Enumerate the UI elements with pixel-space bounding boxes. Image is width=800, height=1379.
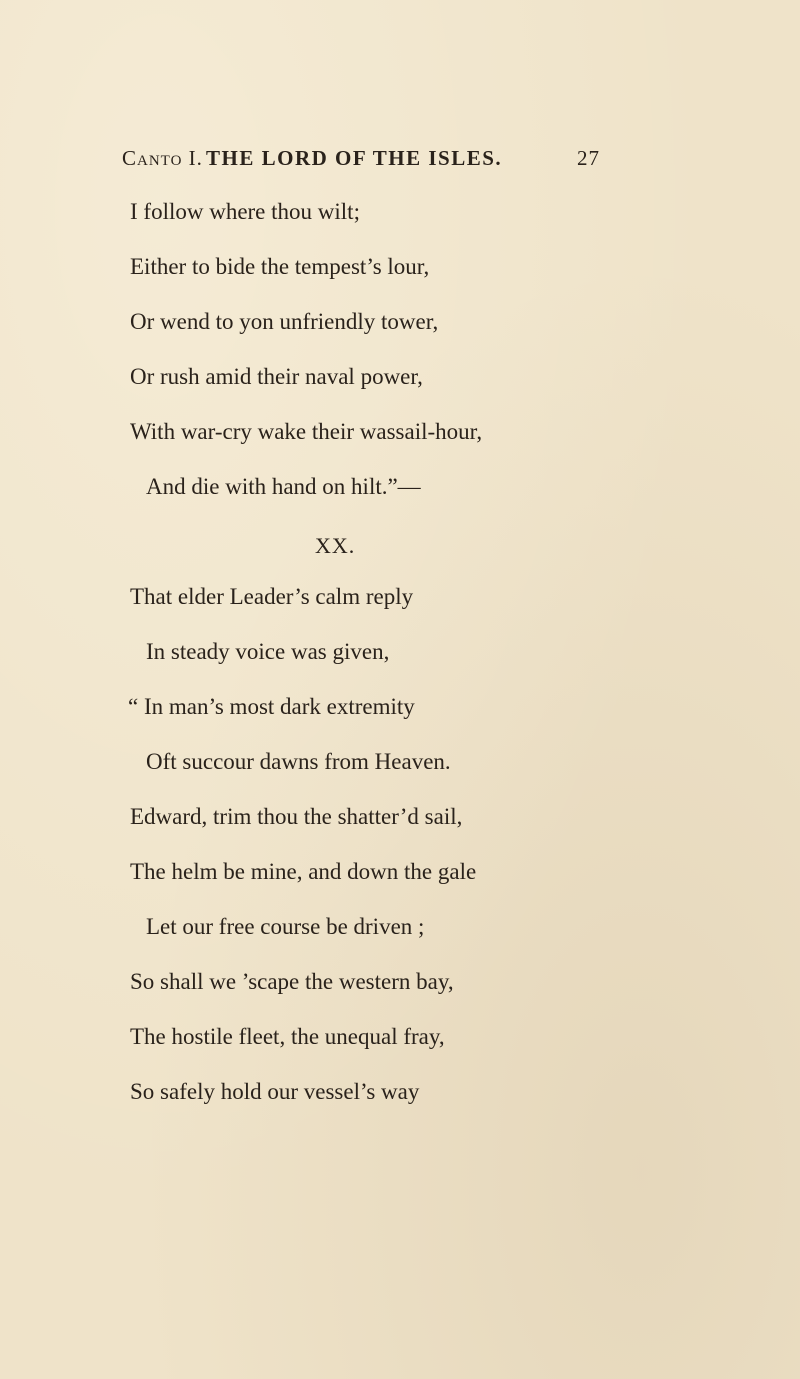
verse-line: With war-cry wake their wassail-hour, (130, 419, 483, 444)
verse-line: Or rush amid their naval power, (130, 364, 423, 389)
verse-line: So safely hold our vessel’s way (130, 1079, 420, 1104)
verse-line: Or wend to yon unfriendly tower, (130, 309, 439, 334)
stanza-number: XX. (315, 533, 356, 558)
verse-line: So shall we ’scape the western bay, (130, 969, 454, 994)
page-number: 27 (577, 146, 600, 170)
running-head (122, 146, 600, 174)
verse-line: Oft succour dawns from Heaven. (146, 749, 451, 774)
verse-line: That elder Leader’s calm reply (130, 584, 414, 609)
verse-line: I follow where thou wilt; (130, 199, 360, 224)
verse-line: Edward, trim thou the shatter’d sail, (130, 804, 463, 829)
verse-line: “ In man’s most dark extremity (128, 694, 415, 719)
verse-line: The helm be mine, and down the gale (130, 859, 477, 884)
verse-line: In steady voice was given, (146, 639, 390, 664)
book-title: THE LORD OF THE ISLES. (206, 146, 503, 170)
verse-line: Let our free course be driven ; (146, 914, 425, 939)
verse-line: Either to bide the tempest’s lour, (130, 254, 430, 279)
verse-line: The hostile fleet, the unequal fray, (130, 1024, 445, 1049)
canto-label: Canto I. (122, 146, 203, 170)
verse-line: And die with hand on hilt.”— (146, 474, 421, 499)
